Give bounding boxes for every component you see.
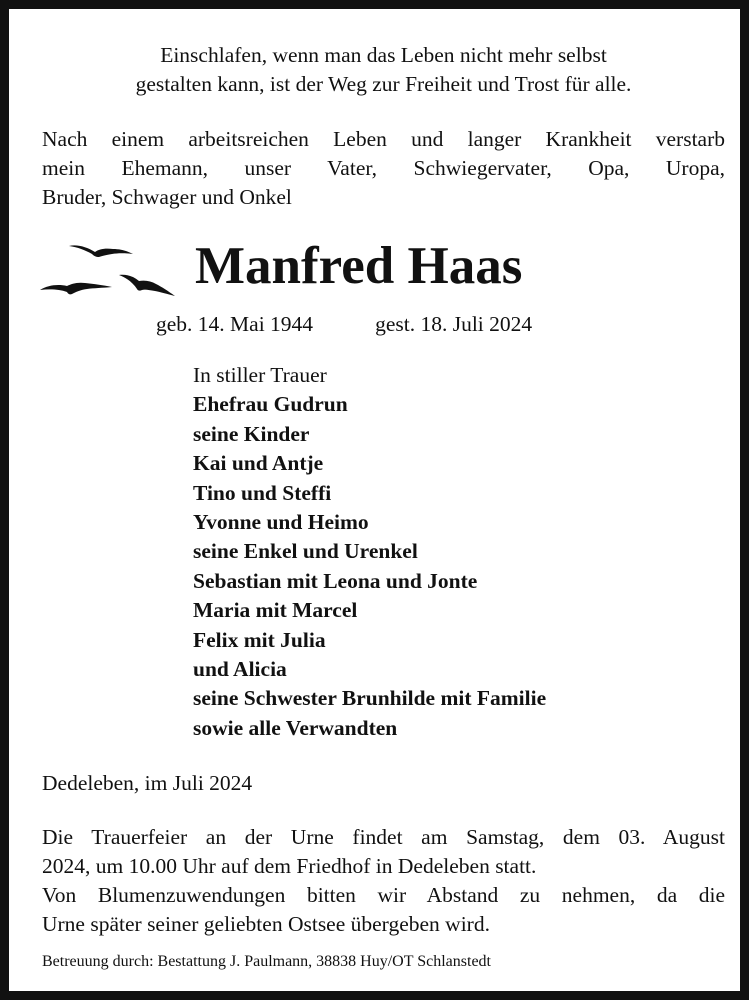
bird-icon <box>69 245 133 257</box>
intro-line: Nach einem arbeitsreichen Leben und langer Krankheit verstarb <box>42 127 725 151</box>
deceased-name: Manfred Haas <box>195 237 523 295</box>
flying-birds-icon <box>39 243 189 303</box>
service-line: Die Trauerfeier an der Urne findet am Samstag, dem 03. August <box>42 825 725 849</box>
mourner-line: Tino und Steffi <box>193 480 332 505</box>
place-date: Dedeleben, im Juli 2024 <box>42 771 253 795</box>
mourner-line: seine Enkel und Urenkel <box>193 539 418 564</box>
service-line: Urne später seiner geliebten Ostsee übergeben wird. <box>42 912 490 936</box>
service-details <box>42 823 725 939</box>
motto <box>39 41 728 99</box>
birth-date: geb. 14. Mai 1944 <box>156 312 314 336</box>
mourner-line: und Alicia <box>193 657 287 682</box>
mourner-line: Felix mit Julia <box>193 627 326 652</box>
intro-text <box>42 125 725 212</box>
funeral-home-credit: Betreuung durch: Bestattung J. Paulmann, 38838 Huy/OT Schlanstedt <box>42 953 491 970</box>
mourner-line: Sebastian mit Leona und Jonte <box>193 568 478 593</box>
bird-icon <box>119 275 175 296</box>
life-dates <box>156 309 532 339</box>
mourner-line: seine Schwester Brunhilde mit Familie <box>193 686 547 711</box>
mourning-heading: In stiller Trauer <box>193 363 327 387</box>
intro-line: Bruder, Schwager und Onkel <box>42 185 292 209</box>
mourner-line: Kai und Antje <box>193 451 324 476</box>
intro-line: mein Ehemann, unser Vater, Schwiegervater, Opa, Uropa, <box>42 156 725 180</box>
motto-line: Einschlafen, wenn man das Leben nicht mehr selbst <box>160 43 607 67</box>
mourner-line: Ehefrau Gudrun <box>193 392 348 417</box>
service-line: Von Blumenzuwendungen bitten wir Abstand zu nehmen, da die <box>42 883 725 907</box>
death-date: gest. 18. Juli 2024 <box>375 312 533 336</box>
motto-line: gestalten kann, ist der Weg zur Freiheit und Trost für alle. <box>135 72 632 96</box>
mourner-line: Maria mit Marcel <box>193 598 358 623</box>
bird-icon <box>40 283 112 295</box>
mourners-list <box>193 361 546 743</box>
mourner-line: seine Kinder <box>193 421 310 446</box>
service-line: 2024, um 10.00 Uhr auf dem Friedhof in Dedeleben statt. <box>42 854 537 878</box>
mourner-line: sowie alle Verwandten <box>193 715 398 740</box>
mourner-line: Yvonne und Heimo <box>193 510 369 535</box>
